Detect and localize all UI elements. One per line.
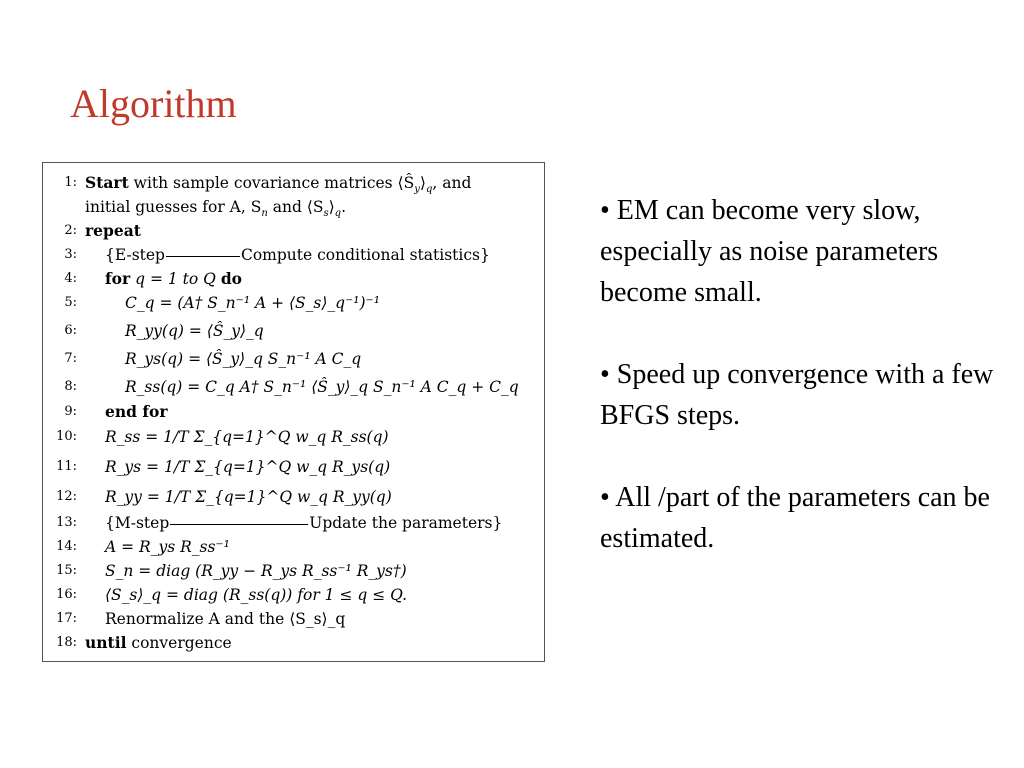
until-condition: convergence: [131, 634, 232, 652]
line-formula: R_ss(q) = C_q A† S_n⁻¹ ⟨Ŝ_y⟩_q S_n⁻¹ A C_q + C_q: [125, 378, 519, 396]
line-text-end: and: [442, 174, 472, 192]
estep-comment: Compute conditional statistics}: [240, 246, 490, 264]
line-formula: A = R_ys R_ss⁻¹: [105, 538, 230, 556]
line-number: 1:: [64, 175, 77, 190]
line-formula: C_q = (A† S_n⁻¹ A + ⟨S_s⟩_q⁻¹)⁻¹: [125, 294, 380, 312]
line-formula: R_ys(q) = ⟨Ŝ_y⟩_q S_n⁻¹ A C_q: [125, 350, 362, 368]
mstep-label: {M-step: [105, 514, 170, 532]
line-number: 11:: [56, 459, 77, 474]
bullet-list: [600, 190, 1000, 600]
algorithm-box: [42, 162, 545, 662]
keyword-repeat: repeat: [85, 221, 141, 240]
line-number: 18:: [56, 635, 77, 650]
line-formula: R_yy = 1/T Σ_{q=1}^Q w_q R_yy(q): [105, 488, 392, 506]
line-formula: R_yy(q) = ⟨Ŝ_y⟩_q: [125, 322, 264, 340]
line-number: 9:: [64, 404, 77, 419]
bullet-item: • EM can become very slow, especially as noise parameters become small.: [600, 195, 939, 308]
line-formula: R_ss = 1/T Σ_{q=1}^Q w_q R_ss(q): [105, 428, 389, 446]
slide-title: Algorithm: [70, 81, 237, 126]
line-text-end: .: [341, 198, 347, 216]
keyword-for: for: [105, 269, 131, 288]
algorithm-line-1-cont: initial guesses for A, $S_n$ and $⟨S_s⟩_q$.: [85, 198, 347, 220]
bullet-item: • All /part of the parameters can be estimated.: [600, 482, 990, 554]
line-number: 3:: [64, 247, 77, 262]
line-formula: R_ys = 1/T Σ_{q=1}^Q w_q R_ys(q): [105, 458, 391, 476]
line-number: 14:: [56, 539, 77, 554]
keyword-start: Start: [85, 173, 129, 192]
line-number: 12:: [56, 489, 77, 504]
loop-range: q = 1 to Q: [135, 270, 216, 288]
line-text: with sample covariance matrices ⟨Ŝ: [133, 174, 415, 192]
line-formula: S_n = diag (R_yy − R_ys R_ss⁻¹ R_ys†): [105, 562, 407, 580]
line-number: 7:: [64, 351, 77, 366]
keyword-end-for: end for: [105, 402, 168, 421]
line-number: 4:: [64, 271, 77, 286]
mstep-comment: Update the parameters}: [309, 514, 503, 532]
line-number: 15:: [56, 563, 77, 578]
rule-line: [170, 524, 308, 525]
line-number: 8:: [64, 379, 77, 394]
estep-label: {E-step: [105, 246, 165, 264]
line-number: 16:: [56, 587, 77, 602]
line-text: Renormalize A and the ⟨S_s⟩_q: [105, 610, 346, 628]
keyword-do: do: [220, 269, 242, 288]
line-number: 10:: [56, 429, 77, 444]
keyword-until: until: [85, 633, 127, 652]
line-text: initial guesses for A, S: [85, 198, 262, 216]
line-number: 2:: [64, 223, 77, 238]
line-number: 6:: [64, 323, 77, 338]
line-number: 13:: [56, 515, 77, 530]
line-number: 5:: [64, 295, 77, 310]
bullet-item: • Speed up convergence with a few BFGS steps.: [600, 359, 994, 431]
line-number: 17:: [56, 611, 77, 626]
line-text-b: and ⟨S: [272, 198, 324, 216]
algorithm-line-1: 1: Start with sample covariance matrices $⟨Ŝ_y⟩_q$, and: [43, 171, 543, 195]
rule-line: [166, 256, 240, 257]
line-formula: ⟨S_s⟩_q = diag (R_ss(q)) for 1 ≤ q ≤ Q.: [105, 586, 408, 604]
